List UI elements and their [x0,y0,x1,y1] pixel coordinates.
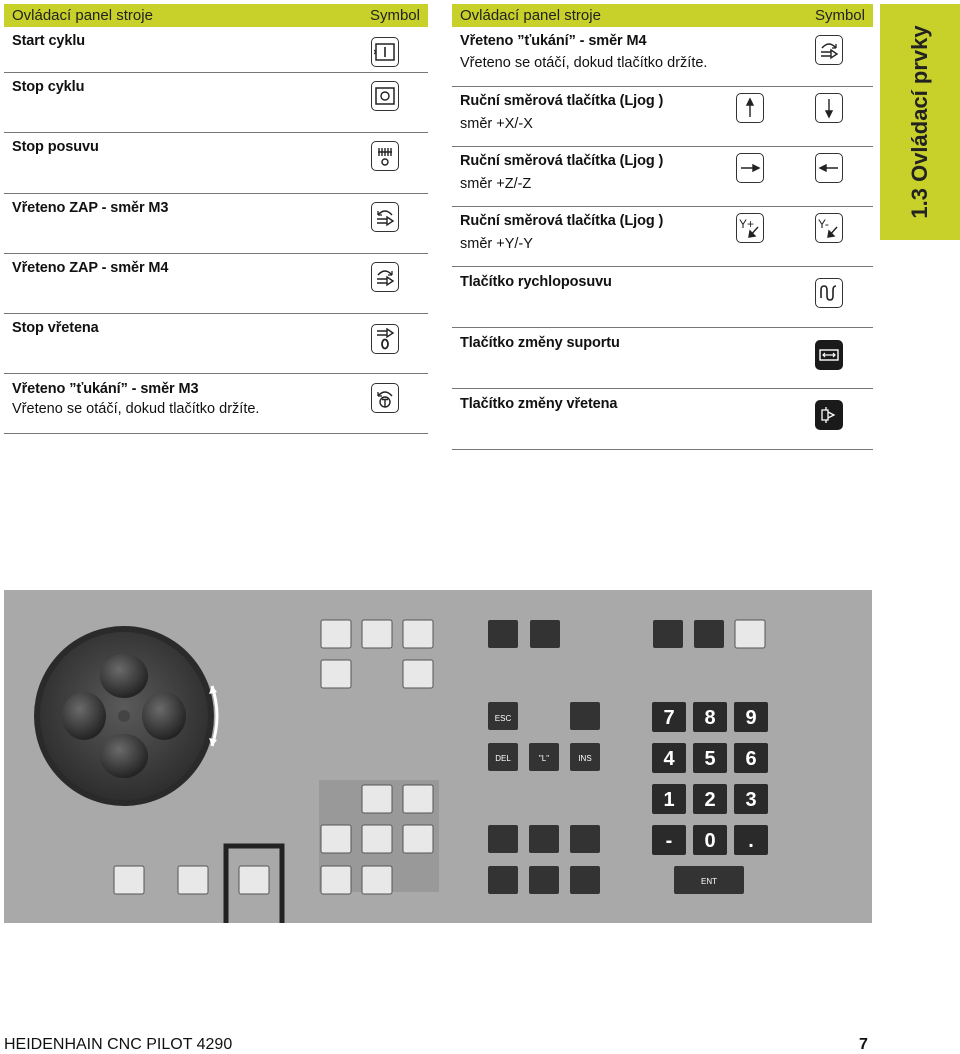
right-header-function: Ovládací panel stroje [460,7,601,24]
row-label: Vřeteno ZAP - směr M4 [12,260,169,276]
feed-stop-key [178,866,208,894]
machine-panel-photo [4,590,872,923]
jog-y-minus-key [321,866,351,894]
spindle-on-m4-key [403,620,433,648]
left-table-header [4,4,428,27]
rapid-traverse-icon [815,278,843,308]
slide-change-icon [815,340,843,370]
digit-key-label: 7 [663,707,675,729]
jog-z-minus-icon [815,153,843,183]
del-key-label: DEL [495,754,511,763]
table-row [4,194,428,254]
row-description: směr +Z/-Z [460,176,532,192]
table-row [452,87,873,147]
right-table-header [452,4,873,27]
row-label: Vřeteno ”ťukání” - směr M3 [12,381,199,397]
handwheel [34,626,217,806]
digit-key-label: 1 [663,789,675,811]
ent-key-label: ENT [701,877,717,886]
digit-key-label: 2 [704,789,716,811]
digit-key-label: 9 [745,707,757,729]
row-label: Start cyklu [12,33,86,49]
rapid-traverse-key [362,825,392,853]
esc-key-label: ESC [494,714,512,723]
next-key [570,702,600,730]
spindle-jog-m4-icon [815,35,843,65]
digit-key-label: 0 [704,830,716,852]
table-row [4,314,428,374]
digit-key-label: 3 [745,789,757,811]
cycle-start-icon [371,37,399,67]
screen-key [653,620,683,648]
left-function-table [4,4,428,434]
digit-key-label: 6 [745,748,757,770]
cycle-stop-key [114,866,144,894]
row-label: Tlačítko rychloposuvu [460,274,612,290]
right-key [570,866,600,894]
row-label: Stop vřetena [12,320,99,336]
page-down-key [570,825,600,853]
left-key [488,866,518,894]
error-key [694,620,724,648]
row-label: Stop posuvu [12,139,99,155]
row-description: směr +X/-X [460,116,533,132]
table-row [452,207,873,267]
ins-key-label: INS [578,754,592,763]
info-key [735,620,765,648]
table-row [452,389,873,450]
slide-change-key [488,620,518,648]
page-number: 7 [859,1036,868,1053]
spindle-change-icon [815,400,843,430]
jog-z-plus-icon [736,153,764,183]
chapter-title: 1.3 Ovládací prvky [907,25,932,219]
jog-y-minus-icon [815,213,843,243]
digit-key-label: - [665,830,673,852]
row-label: Ruční směrová tlačítka (Ljog ) [460,93,664,109]
footer-product: HEIDENHAIN CNC PILOT 4290 [4,1036,233,1053]
table-row [4,73,428,133]
spindle-key-group [321,620,433,688]
jog-z-minus-key [321,825,351,853]
row-label: Tlačítko změny suportu [460,335,620,351]
row-label: Vřeteno ”ťukání” - směr M4 [460,33,647,49]
right-header-symbol: Symbol [814,7,865,24]
feed-stop-icon [371,141,399,171]
jog-x-plus-key [362,785,392,813]
row-label: Stop cyklu [12,79,85,95]
row-label: Ruční směrová tlačítka (Ljog ) [460,153,664,169]
table-row [4,27,428,73]
table-row [452,328,873,389]
table-row [4,133,428,194]
row-label: Vřeteno ZAP - směr M3 [12,200,169,216]
spindle-jog-m4-key [403,660,433,688]
jog-y-plus-key [403,785,433,813]
jog-x-plus-icon [736,93,764,123]
up-key [529,825,559,853]
jog-y-minus-label: Y- [818,217,829,231]
row-description: Vřeteno se otáčí, dokud tlačítko držíte. [460,55,708,71]
table-row [452,147,873,207]
cycle-stop-icon [371,81,399,111]
spindle-jog-m3-icon [371,383,399,413]
right-function-table [452,4,873,450]
jog-y-plus-icon [736,213,764,243]
spindle-jog-m3-key [321,660,351,688]
digit-key-label: 5 [704,748,716,770]
spindle-change-key [530,620,560,648]
spindle-on-m3-key [321,620,351,648]
jog-x-minus-icon [815,93,843,123]
left-header-symbol: Symbol [369,7,420,24]
jog-y-plus-label: Y+ [739,217,755,231]
down-key [529,866,559,894]
row-description: Vřeteno se otáčí, dokud tlačítko držíte. [12,401,260,417]
digit-key-label: 4 [663,748,675,770]
table-row [452,27,873,87]
spindle-on-m3-icon [371,202,399,232]
left-header-function: Ovládací panel stroje [12,7,153,24]
jog-x-minus-key [362,866,392,894]
l-key-label: "L" [538,754,550,763]
chapter-side-tab [880,4,960,240]
spindle-stop-key [362,620,392,648]
row-label: Tlačítko změny vřetena [460,396,618,412]
jog-key-cross [319,780,439,894]
row-description: směr +Y/-Y [460,236,533,252]
digit-key-label: 8 [704,707,716,729]
spindle-on-m4-icon [371,262,399,292]
row-label: Ruční směrová tlačítka (Ljog ) [460,213,664,229]
page-up-key [488,825,518,853]
table-row [4,254,428,314]
numeric-keypad [652,702,768,855]
spindle-stop-icon [371,324,399,354]
table-row [452,267,873,328]
jog-z-plus-key [403,825,433,853]
digit-key-label: . [748,830,754,852]
cycle-start-key [239,866,269,894]
table-row [4,374,428,434]
